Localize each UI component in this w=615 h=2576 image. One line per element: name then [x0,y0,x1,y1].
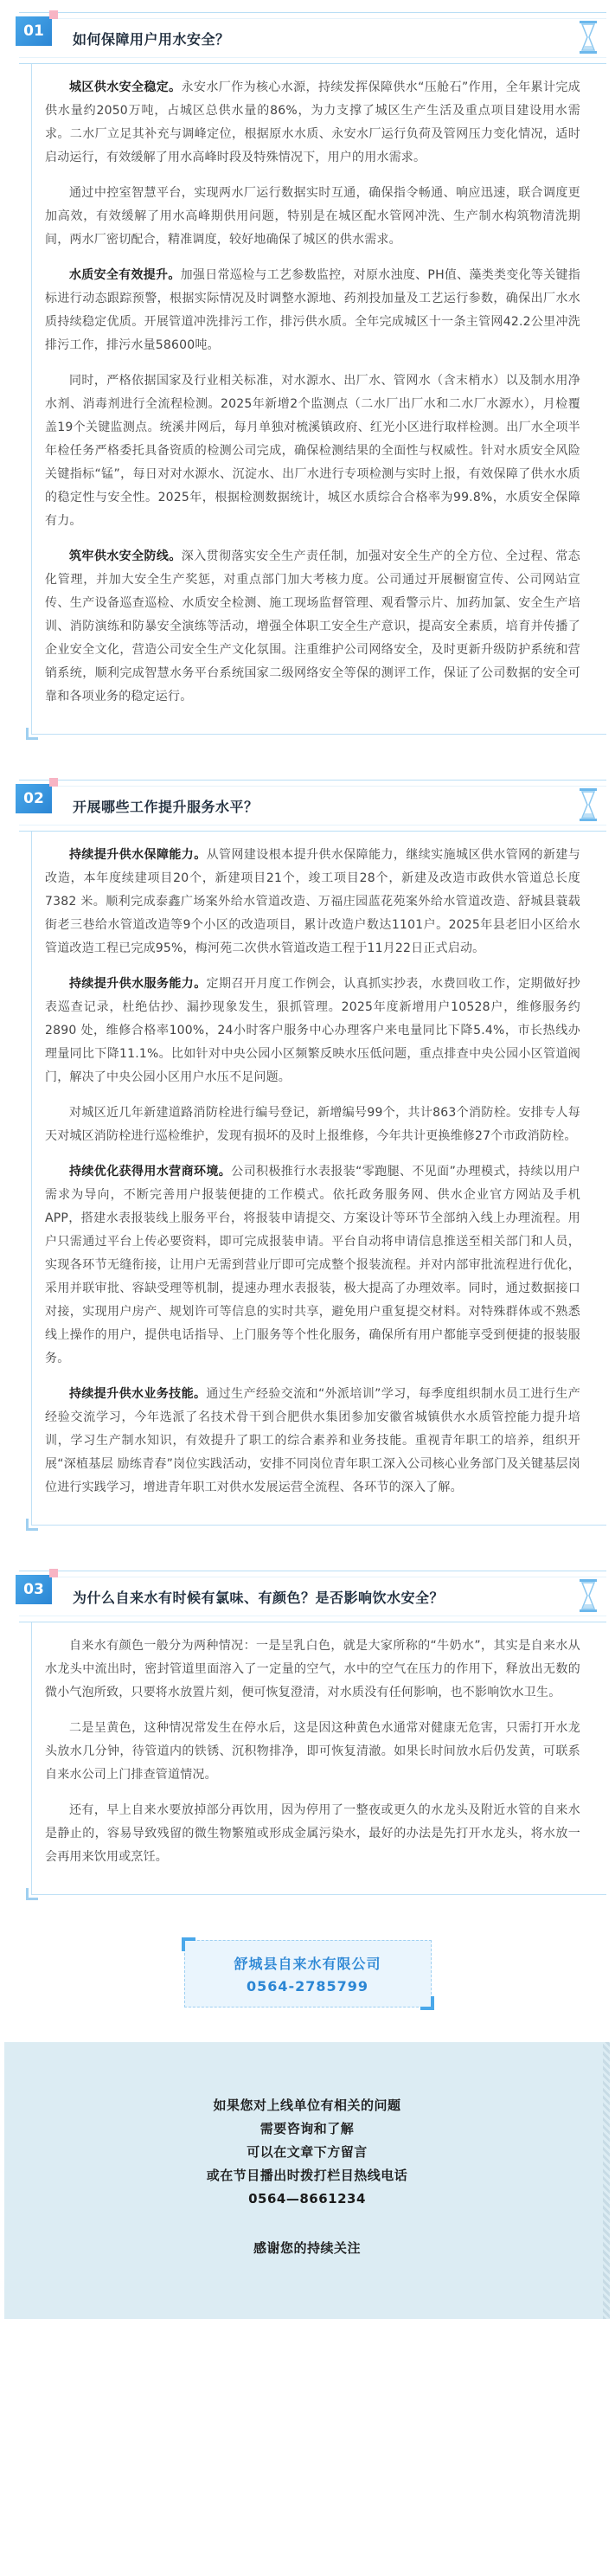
paragraph [45,545,580,709]
section-3 [0,1571,615,1904]
footer-thanks: 感谢您的持续关注 [253,2240,361,2256]
section-header [19,12,606,64]
footer-line: 可以在文章下方留言 [247,2144,368,2160]
paragraph-lead: 水质安全有效提升。 [69,268,181,282]
company-phone: 0564-2785799 [246,1978,369,1995]
paragraph-text: 还有，早上自来水要放掉部分再饮用，因为停用了一整夜或更久的水龙头及附近水管的自来水是静止的，容易导致残留的微生物繁殖或形成金属污染水，最好的办法是先打开水龙头，将水放一会再用来饮用或烹饪。 [45,1803,580,1864]
section-2 [0,780,615,1534]
paragraph-lead: 持续提升供水保障能力。 [69,848,207,862]
hourglass-icon [579,20,598,55]
paragraph [45,1160,580,1371]
paragraph-text: 二是呈黄色，这种情况常发生在停水后，这是因这种黄色水通常对健康无危害，只需打开水龙头放水几分钟，待管道内的铁锈、沉积物排净，即可恢复清澈。如果长时间放水后仍发黄，可联系自来水公司上门排查管道情况。 [45,1721,580,1782]
contact-box [184,1940,432,2007]
paragraph-lead: 筑牢供水安全防线。 [69,549,182,563]
section-title: 为什么自来水有时候有氯味、有颜色？是否影响饮水安全？ [73,1589,445,1606]
section-body [19,1622,606,1904]
section-title: 如何保障用户用水安全？ [73,30,230,48]
paragraph-lead: 持续优化获得用水营商环境。 [69,1165,232,1179]
footer-line: 如果您对上线单位有相关的问题 [213,2097,401,2113]
section-header [19,780,606,832]
company-name: 舒城县自来水有限公司 [234,1956,381,1972]
paragraph [45,182,580,252]
paragraph [45,1717,580,1787]
paragraph-text: 公司积极推行水表报装“零跑腿、不见面”办理模式，持续以用户需求为导向，不断完善用户报装便捷的工作模式。依托政务服务网、供水企业官方网站及手机APP，搭建水表报装线上服务平台，将报装申请提交、方案设计等环节全部纳入线上办理流程。用户只需通过平台上传必要资料，即可完成报装申请。平台自动将申请信息推送至相关部门和人员，实现各环节无缝衔接，让用户无需到营业厅即可完成整个报装流程。并对内部审批流程进行优化，采用并联审批、容缺受理等机制，提速办理水表报装，极大提高了办理效率。同时，通过数据接口对接，实现用户房产、规划许可等信息的实时共享，避免用户重复提交材料。对特殊群体或不熟悉线上操作的用户，提供电话指导、上门服务等个性化服务，确保所有用户都能享受到便捷的报装服务。 [45,1165,580,1365]
section-title: 开展哪些工作提升服务水平？ [73,798,259,815]
paragraph [45,973,580,1089]
paragraph-lead: 持续提升供水业务技能。 [69,1387,207,1401]
corner-decoration [26,1888,38,1900]
paragraph [45,369,580,533]
corner-decoration [26,728,38,740]
footer-notice [4,2042,610,2319]
paragraph [45,1383,580,1500]
paragraph [45,264,580,357]
paragraph [45,1799,580,1869]
paragraph-text: 定期召开月度工作例会，认真抓实抄表，水费回收工作，定期做好抄表巡查记录，杜绝估抄、漏抄现象发生，狠抓管理。2025年度新增用户10528户，维修服务约2890 处，维修合格率100%，24小时客户服务中心办理客户来电量同比下降5.4%，市长热线办理量同比下降11.1%。比如针对中央公园小区频繁反映水压低问题，重点排查中央公园小区管道阀门，解决了中央公园小区用户水压不足问题。 [45,977,581,1084]
paragraph-text: 通过生产经验交流和“外派培训”学习，每季度组织制水员工进行生产经验交流学习，今年选派了名技术骨干到合肥供水集团参加安徽省城镇供水水质管控能力提升培训，学习生产制水知识，有效提升了职工的综合素养和业务技能。重视青年职工的培养，组织开展“深植基层 励练青春”岗位实践活动，安排不同岗位青年职工深入公司核心业务部门及关键基层岗位进行实践学习，增进青年职工对供水发展运营全流程、各环节的深入了解。 [45,1387,580,1494]
section-1 [0,12,615,743]
paragraph-text: 自来水有颜色一般分为两种情况：一是呈乳白色，就是大家所称的“牛奶水”，其实是自来水从水龙头中流出时，密封管道里面溶入了一定量的空气，水中的空气在压力的作用下，释放出无数的微小气泡所致，只要将水放置片刻，便可恢复澄清，对水质没有任何影响，也不影响饮水卫生。 [45,1639,580,1699]
paragraph [45,1102,580,1148]
paragraph-text: 永安水厂作为核心水源，持续发挥保障供水“压舱石”作用，全年累计完成供水量约2050万吨，占城区总供水量的86%，为力支撑了城区生产生活及重点项目建设用水需求。二水厂立足其补充与调峰定位，根据原水水质、永安水厂运行负荷及管网压力变化情况，适时启动运行，有效缓解了用水高峰时段及特殊情况下，用户的用水需求。 [45,80,580,164]
paragraph-text: 从管网建设根本提升供水保障能力，继续实施城区供水管网的新建与改造，本年度续建项目20个，新建项目21个，竣工项目28个，新建及改造市政供水管道总长度7382 米。顺利完成泰鑫广场案外给水管道改造、万福庄园蓝花苑案外给水管道改造、舒城县蓑载街老三巷给水管道改造等9个小区的改造项目，累计改造户数达1101户。2025年县老旧小区给水管道改造工程已完成95%，梅河苑二次供水管道改造工程于11月22日正式启动。 [45,848,581,955]
hourglass-icon [579,1578,598,1613]
hourglass-icon [579,787,598,822]
section-body [19,64,606,743]
corner-decoration [420,1996,434,2010]
section-body [19,832,606,1534]
paragraph-text: 通过中控室智慧平台，实现两水厂运行数据实时互通，确保指令畅通、响应迅速，联合调度更加高效，有效缓解了用水高峰期供用问题，特别是在城区配水管网冲洗、生产制水构筑物清洗期间，两水厂密切配合，精准调度，较好地确保了城区的供水需求。 [45,186,580,247]
footer-line: 需要咨询和了解 [259,2121,355,2136]
footer-line: 或在节目播出时拨打栏目热线电话 [206,2168,408,2183]
paragraph [45,76,580,170]
paragraph-text: 加强日常巡检与工艺参数监控，对原水浊度、PH值、藻类类变化等关键指标进行动态跟踪预警，根据实际情况及时调整水源地、药剂投加量及工艺运行参数，确保出厂水水质持续稳定优质。开展管道冲洗排污工作，排污供水质。全年完成城区十一条主管网42.2公里冲洗排污工作，排污水量58600吨。 [45,268,580,352]
paragraph-text: 同时，严格依据国家及行业相关标准，对水源水、出厂水、管网水（含末梢水）以及制水用净水剂、消毒剂进行全流程检测。2025年新增2个监测点（二水厂出厂水和二水厂水源水），月检覆盖19个关键监测点。统溪井网后，每月单独对梳溪镇政府、红光小区进行取样检测。出厂水全项半年检任务严格委托具备资质的检测公司完成，确保检测结果的全面性与权威性。针对水质安全风险关键指标“锰”，每日对对水源水、沉淀水、出厂水进行专项检测与实时上报，有效保障了供水水质的稳定性与安全性。2025年，根据检测数据统计，城区水质综合合格率为99.8%，水质安全保障有力。 [45,374,580,528]
paragraph-lead: 城区供水安全稳定。 [69,80,182,94]
paragraph [45,844,580,960]
paragraph-text: 对城区近几年新建道路消防栓进行编号登记，新增编号99个，共计863个消防栓。安排专人每天对城区消防栓进行巡检维护，发现有损坏的及时上报维修，今年共计更换维修27个市政消防栓。 [45,1106,580,1143]
corner-decoration [26,1519,38,1531]
paragraph-text: 深入贯彻落实安全生产责任制，加强对安全生产的全方位、全过程、常态化管理，并加大安全生产奖惩，对重点部门加大考核力度。公司通过开展橱窗宣传、公司网站宣传、生产设备巡查巡检、水质安全检测、施工现场监督管理、观看警示片、加药加氯、安全生产培训、消防演练和防暴安全演练等活动，增强全体职工安全生产意识，提高安全素质，培育并传播了企业安全文化，营造公司安全生产文化氛围。注重维护公司网络安全，及时更新升级防护系统和营销系统，顺利完成智慧水务平台系统国家二级网络安全等保的测评工作，保证了公司数据的安全可靠和各项业务的稳定运行。 [45,549,580,703]
section-number-badge: 03 [16,1575,52,1604]
section-number-badge: 02 [16,784,52,813]
hotline-number: 0564—8661234 [248,2191,366,2207]
corner-decoration [182,1937,195,1951]
section-header [19,1571,606,1622]
paragraph [45,1635,580,1705]
paragraph-lead: 持续提升供水服务能力。 [69,977,207,991]
section-number-badge: 01 [16,16,52,46]
